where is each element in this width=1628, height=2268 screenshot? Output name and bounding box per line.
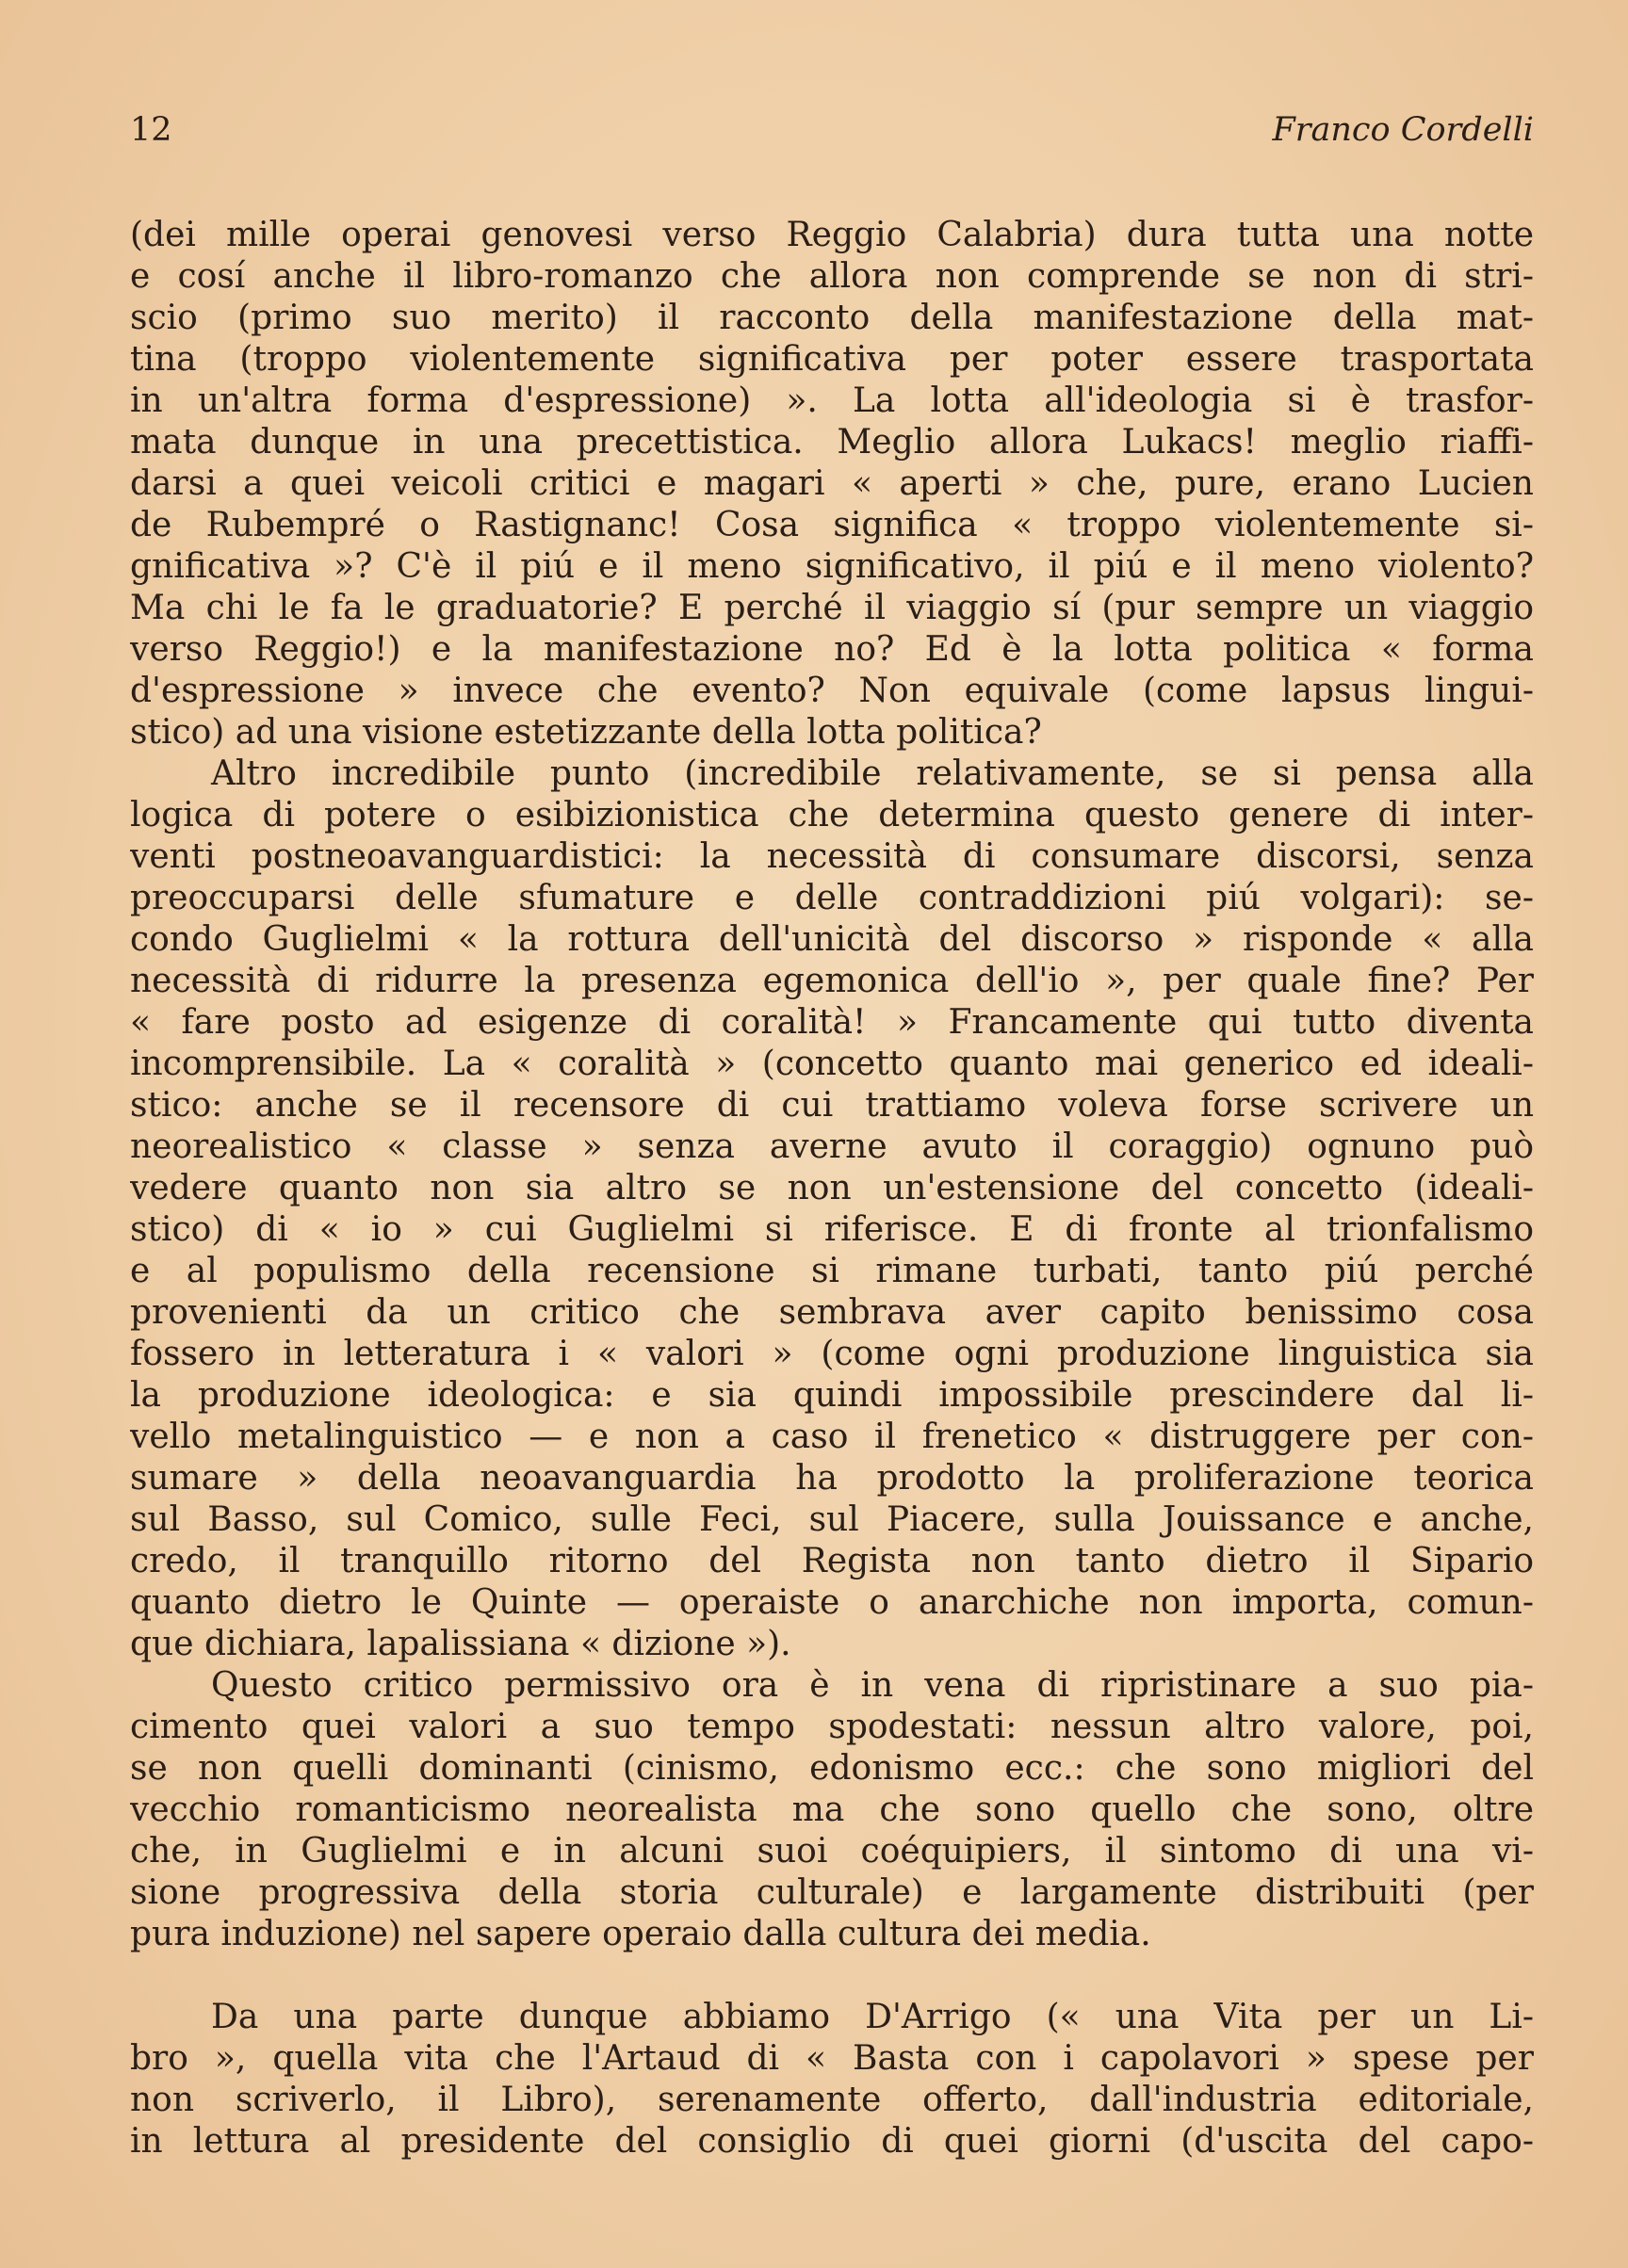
text-line: incomprensibile. La « coralità » (concetto quanto mai generico ed ideali- bbox=[130, 1045, 1534, 1083]
text-line: condo Guglielmi « la rottura dell'unicità del discorso » risponde « alla bbox=[130, 920, 1534, 959]
text-line: que dichiara, lapalissiana « dizione »). bbox=[130, 1625, 791, 1663]
text-line: sul Basso, sul Comico, sulle Feci, sul Piacere, sulla Jouissance e anche, bbox=[130, 1500, 1534, 1539]
running-author: Franco Cordelli bbox=[1272, 111, 1534, 149]
text-line: e al populismo della recensione si rimane turbati, tanto piú perché bbox=[130, 1252, 1534, 1290]
text-line: che, in Guglielmi e in alcuni suoi coéquipiers, il sintomo di una vi- bbox=[130, 1832, 1534, 1871]
text-line: quanto dietro le Quinte — operaiste o anarchiche non importa, comun- bbox=[130, 1583, 1534, 1622]
text-line: venti postneoavanguardistici: la necessità di consumare discorsi, senza bbox=[130, 837, 1534, 876]
text-line: stico) di « io » cui Guglielmi si riferisce. E di fronte al trionfalismo bbox=[130, 1210, 1534, 1249]
text-line: vedere quanto non sia altro se non un'estensione del concetto (ideali- bbox=[130, 1169, 1534, 1207]
text-line: la produzione ideologica: e sia quindi impossibile prescindere dal li- bbox=[130, 1376, 1534, 1415]
text-line: scio (primo suo merito) il racconto della manifestazione della mat- bbox=[130, 299, 1534, 337]
text-line: vecchio romanticismo neorealista ma che sono quello che sono, oltre bbox=[130, 1790, 1534, 1829]
text-line: tina (troppo violentemente significativa per poter essere trasportata bbox=[130, 340, 1534, 379]
text-line: sione progressiva della storia culturale) e largamente distribuiti (per bbox=[130, 1873, 1534, 1912]
text-line: mata dunque in una precettistica. Meglio allora Lukacs! meglio riaffi- bbox=[130, 423, 1534, 462]
text-line: Questo critico permissivo ora è in vena di ripristinare a suo pia- bbox=[211, 1666, 1534, 1705]
text-line: d'espressione » invece che evento? Non equivale (come lapsus lingui- bbox=[130, 672, 1534, 710]
text-line: (dei mille operai genovesi verso Reggio Calabria) dura tutta una notte bbox=[130, 216, 1534, 254]
text-line: provenienti da un critico che sembrava aver capito benissimo cosa bbox=[130, 1293, 1534, 1332]
text-line: de Rubempré o Rastignanc! Cosa significa « troppo violentemente si- bbox=[130, 506, 1534, 544]
text-line: non scriverlo, il Libro), serenamente offerto, dall'industria editoriale, bbox=[130, 2081, 1534, 2119]
text-line: bro », quella vita che l'Artaud di « Basta con i capolavori » spese per bbox=[130, 2039, 1534, 2078]
text-line: neorealistico « classe » senza averne avuto il coraggio) ognuno può bbox=[130, 1127, 1534, 1166]
text-line: credo, il tranquillo ritorno del Regista non tanto dietro il Sipario bbox=[130, 1542, 1534, 1580]
text-line: verso Reggio!) e la manifestazione no? Ed è la lotta politica « forma bbox=[130, 630, 1534, 669]
text-line: Altro incredibile punto (incredibile relativamente, se si pensa alla bbox=[211, 754, 1534, 793]
paragraph bbox=[130, 1665, 1534, 1955]
text-line: vello metalinguistico — e non a caso il frenetico « distruggere per con- bbox=[130, 1418, 1534, 1456]
text-line: in un'altra forma d'espressione) ». La lotta all'ideologia si è trasfor- bbox=[130, 381, 1534, 420]
text-line: sumare » della neoavanguardia ha prodotto la proliferazione teorica bbox=[130, 1459, 1534, 1498]
text-line: darsi a quei veicoli critici e magari « aperti » che, pure, erano Lucien bbox=[130, 464, 1534, 503]
text-line: stico: anche se il recensore di cui trattiamo voleva forse scrivere un bbox=[130, 1086, 1534, 1125]
text-line: cimento quei valori a suo tempo spodestati: nessun altro valore, poi, bbox=[130, 1708, 1534, 1746]
text-line: « fare posto ad esigenze di coralità! » Francamente qui tutto diventa bbox=[130, 1003, 1534, 1042]
text-line: stico) ad una visione estetizzante della lotta politica? bbox=[130, 713, 1042, 752]
text-line: fossero in letteratura i « valori » (come ogni produzione linguistica sia bbox=[130, 1335, 1534, 1373]
text-line: Da una parte dunque abbiamo D'Arrigo (« una Vita per un Li- bbox=[211, 1998, 1534, 2036]
page-number: 12 bbox=[130, 111, 172, 149]
text-line: necessità di ridurre la presenza egemonica dell'io », per quale fine? Per bbox=[130, 962, 1534, 1000]
text-line: preoccuparsi delle sfumature e delle contraddizioni piú volgari): se- bbox=[130, 879, 1534, 917]
running-header bbox=[130, 111, 1534, 158]
paragraph bbox=[130, 215, 1534, 753]
body-text bbox=[130, 215, 1534, 2163]
paragraph bbox=[130, 753, 1534, 1665]
text-line: in lettura al presidente del consiglio di quei giorni (d'uscita del capo- bbox=[130, 2122, 1534, 2161]
text-line: logica di potere o esibizionistica che determina questo genere di inter- bbox=[130, 796, 1534, 834]
text-line: se non quelli dominanti (cinismo, edonismo ecc.: che sono migliori del bbox=[130, 1749, 1534, 1788]
text-line: Ma chi le fa le graduatorie? E perché il viaggio sí (pur sempre un viaggio bbox=[130, 589, 1534, 627]
section-gap bbox=[130, 1955, 1534, 1997]
text-line: gnificativa »? C'è il piú e il meno significativo, il piú e il meno violento? bbox=[130, 547, 1534, 586]
text-line: e cosí anche il libro-romanzo che allora non comprende se non di stri- bbox=[130, 257, 1534, 296]
paragraph bbox=[130, 1997, 1534, 2163]
text-line: pura induzione) nel sapere operaio dalla cultura dei media. bbox=[130, 1915, 1151, 1953]
